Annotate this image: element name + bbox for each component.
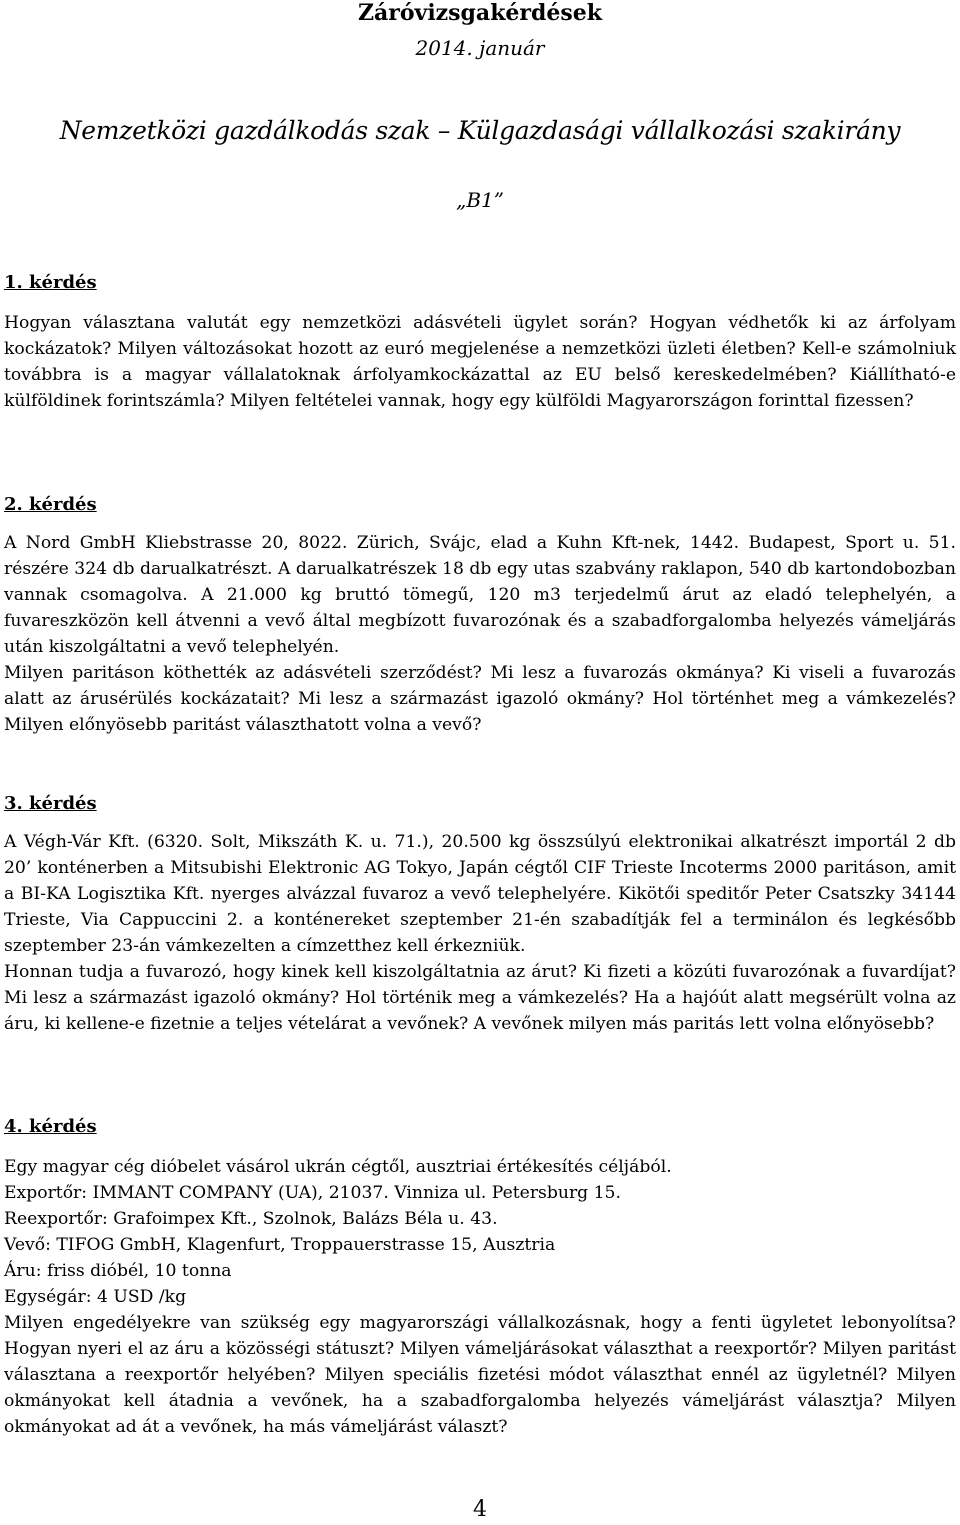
question-3-heading: 3. kérdés	[4, 793, 97, 814]
question-1-paragraph: Hogyan választana valutát egy nemzetközi adásvételi ügylet során? Hogyan védhetők ki az árfolyam kockázatok? Milyen változásokat hozott az euró megjelenése a nemzetközi üzleti életben? Kell-e számolniuk továbbra is a magyar vállalatoknak árfolyamkockázattal az EU belső kereskedelmében? Kiállítható-e külföldinek forintszámla? Milyen feltételei vannak, hogy egy külföldi Magyarországon forinttal fizessen?	[4, 313, 956, 411]
question-2-paragraph-scenario: A Nord GmbH Kliebstrasse 20, 8022. Zürich, Svájc, elad a Kuhn Kft-nek, 1442. Budapest, Sport u. 51. részére 324 db darualkatrészt. A darualkatrészek 18 db egy utas szabvány raklapon, 540 db kartondobozban vannak csomagolva. A 21.000 kg bruttó tömegű, 120 m3 terjedelmű árut az eladó telephelyén, a fuvareszközön kell átvenni a vevő által megbízott fuvarozónak és a szabadforgalomba helyezés vámeljárás után kiszolgáltatni a vevő telephelyén.	[4, 533, 956, 657]
question-4-exporter: Exportőr: IMMANT COMPANY (UA), 21037. Vinniza ul. Petersburg 15.	[4, 1183, 621, 1203]
level-label: „B1”	[455, 188, 504, 212]
question-4-text	[4, 1154, 956, 1440]
page-number: 4	[473, 1497, 487, 1522]
question-4-buyer: Vevő: TIFOG GmbH, Klagenfurt, Troppauerstrasse 15, Ausztria	[4, 1235, 556, 1255]
question-4-unit-price: Egységár: 4 USD /kg	[4, 1287, 187, 1307]
question-4-goods: Áru: friss dióbél, 10 tonna	[4, 1261, 232, 1281]
question-4-questions: Milyen engedélyekre van szükség egy magyarországi vállalkozásnak, hogy a fenti ügyletet lebonyolítsa? Hogyan nyeri el az áru a közösségi státuszt? Milyen vámeljárásokat választhat a reexportőr? Milyen paritást választana a reexportőr helyében? Milyen speciális fizetési módot választhat ennél az ügyletnél? Milyen okmányokat kell átadnia a vevőnek, ha a szabadforgalomba helyezés vámeljárást választja? Milyen okmányokat ad át a vevőnek, ha más vámeljárást választ?	[4, 1313, 956, 1437]
program-subtitle: Nemzetközi gazdálkodás szak – Külgazdasági vállalkozási szakirány	[59, 116, 901, 145]
question-4-intro: Egy magyar cég dióbelet vásárol ukrán cégtől, ausztriai értékesítés céljából.	[4, 1157, 672, 1177]
question-3-text	[4, 829, 956, 1037]
question-2-text	[4, 530, 956, 738]
question-4-heading: 4. kérdés	[4, 1116, 97, 1137]
question-4-reexporter: Reexportőr: Grafoimpex Kft., Szolnok, Balázs Béla u. 43.	[4, 1209, 498, 1229]
question-1-text	[4, 310, 956, 414]
question-2-paragraph-questions: Milyen paritáson köthették az adásvételi szerződést? Mi lesz a fuvarozás okmánya? Ki viseli a fuvarozás alatt az árusérülés kockázatait? Mi lesz a származást igazoló okmány? Hol történhet meg a vámkezelés? Milyen előnyösebb paritást választhatott volna a vevő?	[4, 663, 956, 735]
question-2-heading: 2. kérdés	[4, 494, 97, 515]
question-3-paragraph-scenario: A Végh-Vár Kft. (6320. Solt, Mikszáth K. u. 71.), 20.500 kg összsúlyú elektronikai alkatrészt importál 2 db 20’ konténerben a Mitsubishi Elektronic AG Tokyo, Japán cégtől CIF Trieste Incoterms 2000 paritáson, amit a BI-KA Logisztika Kft. nyerges alvázzal fuvaroz a vevő telephelyére. Kikötői speditőr Peter Csatszky 34144 Trieste, Via Cappuccini 2. a konténereket szeptember 21-én szabadítják fel a terminálon és legkésőbb szeptember 23-án vámkezelten a címzetthez kell érkezniük.	[4, 832, 956, 956]
question-1-heading: 1. kérdés	[4, 272, 97, 293]
document-date: 2014. január	[415, 36, 545, 60]
document-title: Záróvizsgakérdések	[357, 0, 603, 26]
question-3-paragraph-questions: Honnan tudja a fuvarozó, hogy kinek kell kiszolgáltatnia az árut? Ki fizeti a közúti fuvarozónak a fuvardíjat? Mi lesz a származást igazoló okmány? Hol történik meg a vámkezelés? Ha a hajóút alatt megsérült volna az áru, ki kellene-e fizetnie a teljes vételárat a vevőnek? A vevőnek milyen más paritás lett volna előnyösebb?	[4, 962, 956, 1034]
